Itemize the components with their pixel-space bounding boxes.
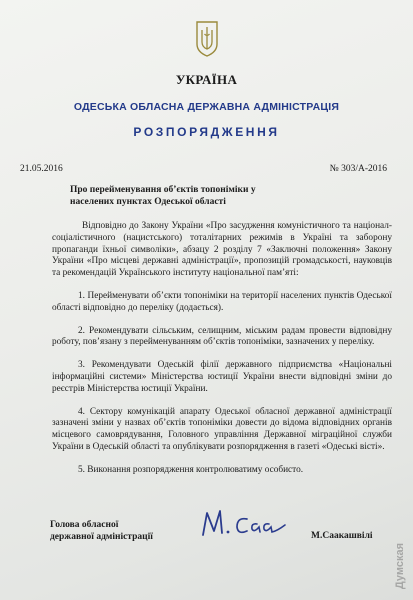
subject-line: Про перейменування об’єктів топоніміки у — [70, 185, 256, 195]
trident-coat-of-arms-icon — [195, 20, 219, 58]
order-item: 5. Виконання розпорядження контролюватиму особисто. — [78, 464, 304, 475]
country-heading: УКРАЇНА — [175, 72, 238, 87]
administration-heading: ОДЕСЬКА ОБЛАСНА ДЕРЖАВНА АДМІНІСТРАЦІЯ — [73, 101, 340, 113]
order-item: 4. Сектору комунікацій апарату Одеської обласної державної адміністрації зазначені зміни у назвах об’єктів топоніміки довести до відома відповідних органів місцевого самоврядування, Головного управління Державної міграційної служби України в Одеській області та опублікувати розпорядження в газеті «Одеські вісті». — [52, 406, 392, 452]
signatory-name: М.Саакашвілі — [311, 531, 373, 541]
document-number: № 303/А-2016 — [329, 164, 387, 174]
watermark — [386, 540, 406, 596]
document-date: 21.05.2016 — [20, 164, 63, 174]
order-item: 1. Перейменувати об’єкти топоніміки на території населених пунктів Одеської області відповідно до переліку (додається). — [52, 290, 392, 313]
order-item: 2. Рекомендувати сільським, селищним, міським радам провести відповідну роботу, пов’язану з перейменуванням об’єктів топоніміки, зазначених у переліку. — [52, 325, 392, 348]
order-item: 3. Рекомендувати Одеській філії державного підприємства «Національні інформаційні системи» Міністерства юстиції України внести відповідні зміни до реєстрів Міністерства юстиції України. — [52, 360, 392, 394]
document-body — [52, 221, 392, 477]
signatory-title — [50, 519, 170, 543]
document-type-heading: РОЗПОРЯДЖЕННЯ — [133, 125, 280, 139]
watermark-text: Думская — [394, 542, 406, 590]
subject-line: населених пунктах Одеської області — [70, 197, 226, 207]
handwritten-signature — [197, 505, 292, 541]
signatory-title-line: державної адміністрації — [50, 532, 153, 542]
document-subject — [70, 184, 300, 208]
signatory-title-line: Голова обласної — [50, 520, 119, 530]
preamble-paragraph: Відповідно до Закону України «Про засудження комуністичного та націонал-соціалістичного (нацистського) тоталітарних режимів в Україні та заборону пропаганди їхньої символіки», абзацу 2 розділу 7 «Заключні положення» Закону України «Про місцеві державні адміністрації», пропозицій громадськості, науковців та рекомендацій Українського інституту національної пам’яті: — [52, 221, 392, 279]
